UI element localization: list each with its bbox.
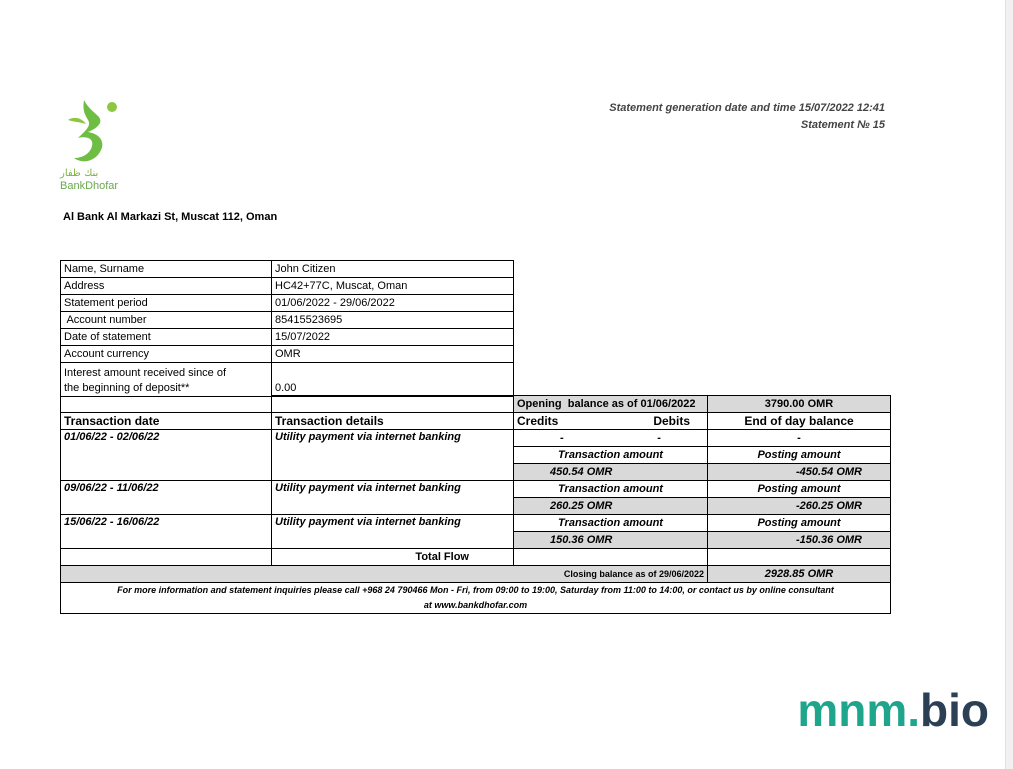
statement-number: Statement № 15 bbox=[800, 119, 885, 131]
customer-value: 85415523695 bbox=[272, 312, 514, 329]
customer-row bbox=[61, 346, 514, 363]
table-row bbox=[61, 515, 891, 532]
credits-debits-cell bbox=[514, 430, 708, 447]
posting-amount: -260.25 OMR bbox=[708, 498, 891, 515]
opening-balance-row bbox=[61, 396, 891, 413]
footer-info bbox=[61, 583, 891, 614]
bank-logo bbox=[58, 98, 138, 198]
total-flow-row bbox=[61, 549, 891, 566]
interest-row bbox=[61, 363, 514, 397]
customer-value: John Citizen bbox=[272, 261, 514, 278]
customer-info-table bbox=[60, 260, 514, 397]
empty-cell bbox=[61, 396, 272, 413]
page-edge-strip bbox=[1005, 0, 1013, 769]
header-end-of-day-balance: End of day balance bbox=[708, 413, 891, 430]
transaction-details: Utility payment via internet banking bbox=[272, 430, 514, 481]
customer-label: Account number bbox=[61, 312, 272, 329]
transaction-date: 01/06/22 - 02/06/22 bbox=[61, 430, 272, 481]
header-credits: Credits bbox=[517, 413, 559, 428]
transaction-amount-label: Transaction amount bbox=[514, 447, 708, 464]
transactions-table bbox=[60, 395, 891, 614]
watermark-logo bbox=[797, 683, 989, 737]
bank-logo-icon bbox=[64, 98, 128, 168]
header-credits-debits bbox=[514, 413, 708, 430]
opening-label-word: Opening bbox=[517, 397, 562, 410]
customer-row bbox=[61, 312, 514, 329]
end-of-day-value: - bbox=[708, 430, 891, 447]
closing-balance-amount: 2928.85 OMR bbox=[708, 566, 891, 583]
empty-cell bbox=[708, 549, 891, 566]
customer-value: HC42+77C, Muscat, Oman bbox=[272, 278, 514, 295]
table-row bbox=[61, 430, 891, 447]
customer-row bbox=[61, 329, 514, 346]
transaction-details: Utility payment via internet banking bbox=[272, 481, 514, 515]
watermark-part2: bio bbox=[920, 684, 989, 736]
bank-address: Al Bank Al Markazi St, Muscat 112, Oman bbox=[63, 211, 278, 223]
customer-label: Name, Surname bbox=[61, 261, 272, 278]
transaction-amount-label: Transaction amount bbox=[514, 481, 708, 498]
closing-balance-label: Closing balance as of 29/06/2022 bbox=[61, 566, 708, 583]
transaction-date: 09/06/22 - 11/06/22 bbox=[61, 481, 272, 515]
empty-cell bbox=[514, 549, 708, 566]
customer-value: 15/07/2022 bbox=[272, 329, 514, 346]
statement-generation-info bbox=[609, 100, 885, 134]
footer-line1: For more information and statement inquiries please call +968 24 790466 Mon - Fri, from 09:00 to 19:00, Saturday from 11:00 to 14:00, or contact us by online consultant bbox=[117, 585, 834, 595]
customer-row bbox=[61, 261, 514, 278]
transaction-amount-label: Transaction amount bbox=[514, 515, 708, 532]
bank-logo-name: BankDhofar bbox=[60, 180, 119, 192]
customer-row bbox=[61, 295, 514, 312]
interest-value: 0.00 bbox=[272, 363, 514, 397]
posting-amount: -450.54 OMR bbox=[708, 464, 891, 481]
watermark-part1: mnm. bbox=[797, 684, 921, 736]
transaction-amount: 150.36 OMR bbox=[514, 532, 708, 549]
transaction-amount: 260.25 OMR bbox=[514, 498, 708, 515]
footer-line2: at www.bankdhofar.com bbox=[423, 600, 528, 610]
empty-cell bbox=[61, 549, 272, 566]
total-flow-label: Total Flow bbox=[272, 549, 514, 566]
generation-datetime: Statement generation date and time 15/07/2022 12:41 bbox=[609, 102, 885, 114]
bank-logo-arabic-text: بنك ظفار bbox=[60, 168, 99, 179]
posting-amount-label: Posting amount bbox=[708, 481, 891, 498]
customer-label: Date of statement bbox=[61, 329, 272, 346]
debits-value: - bbox=[657, 431, 661, 444]
header-transaction-date: Transaction date bbox=[61, 413, 272, 430]
table-row bbox=[61, 481, 891, 498]
customer-label: Statement period bbox=[61, 295, 272, 312]
customer-label: Account currency bbox=[61, 346, 272, 363]
opening-label-date: balance as of 01/06/2022 bbox=[567, 397, 696, 410]
credits-value: - bbox=[560, 431, 564, 444]
interest-label-line1: Interest amount received since of bbox=[64, 367, 227, 379]
interest-label bbox=[61, 363, 272, 397]
header-debits: Debits bbox=[653, 413, 690, 428]
footer-row bbox=[61, 583, 891, 614]
posting-amount-label: Posting amount bbox=[708, 515, 891, 532]
customer-value: 01/06/2022 - 29/06/2022 bbox=[272, 295, 514, 312]
posting-amount-label: Posting amount bbox=[708, 447, 891, 464]
customer-row bbox=[61, 278, 514, 295]
empty-cell bbox=[272, 396, 514, 413]
closing-balance-row bbox=[61, 566, 891, 583]
table-header-row bbox=[61, 413, 891, 430]
customer-label: Address bbox=[61, 278, 272, 295]
opening-balance-amount: 3790.00 OMR bbox=[708, 396, 891, 413]
posting-amount: -150.36 OMR bbox=[708, 532, 891, 549]
header-transaction-details: Transaction details bbox=[272, 413, 514, 430]
customer-value: OMR bbox=[272, 346, 514, 363]
opening-balance-label bbox=[514, 396, 708, 413]
transaction-amount: 450.54 OMR bbox=[514, 464, 708, 481]
transaction-details: Utility payment via internet banking bbox=[272, 515, 514, 549]
transaction-date: 15/06/22 - 16/06/22 bbox=[61, 515, 272, 549]
interest-label-line2: the beginning of deposit** bbox=[64, 382, 190, 394]
